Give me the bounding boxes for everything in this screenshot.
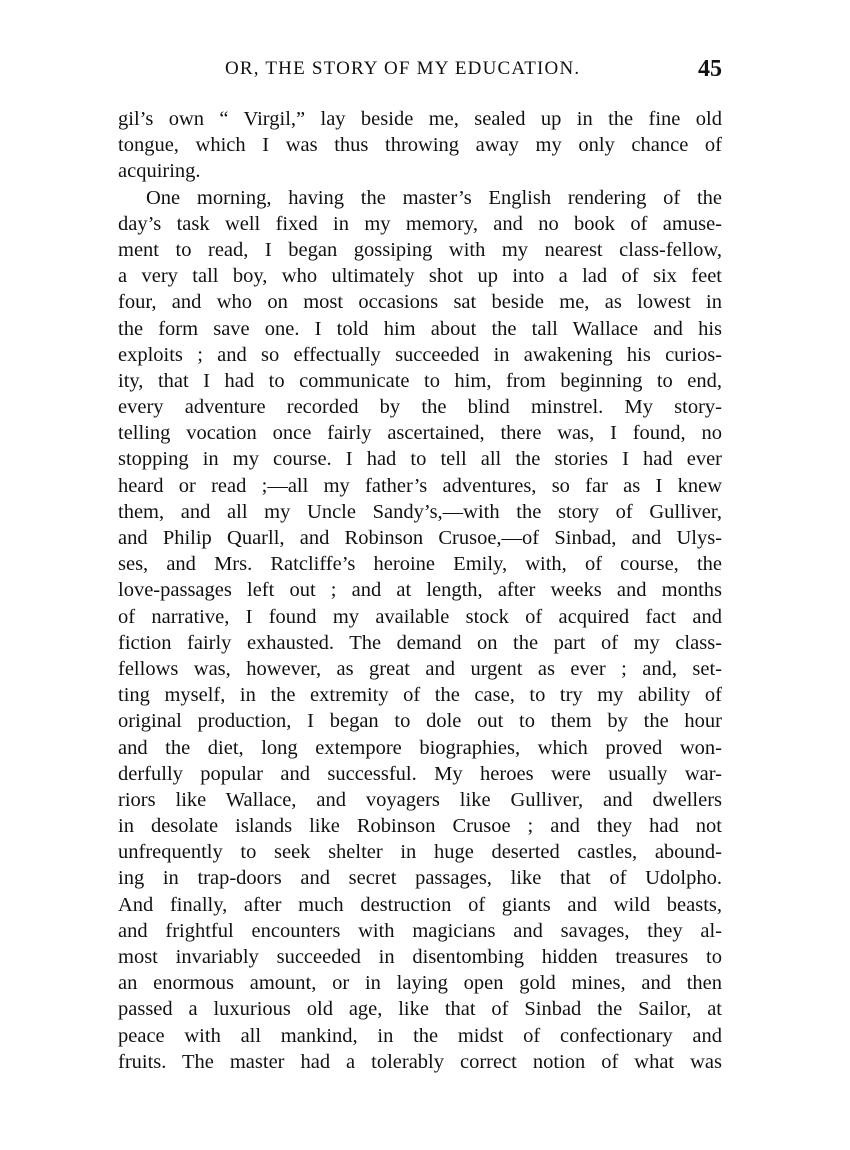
text-line: in desolate islands like Robinson Crusoe ; and they had not xyxy=(118,815,722,838)
text-line: them, and all my Uncle Sandy’s,—with the story of Gulliver, xyxy=(118,500,722,523)
text-line: ity, that I had to communicate to him, from beginning to end, xyxy=(118,369,722,392)
text-line: and frightful encounters with magicians and savages, they al- xyxy=(118,919,722,942)
text-line: One morning, having the master’s English rendering of the xyxy=(146,186,722,209)
text-line: fruits. The master had a tolerably correct notion of what was xyxy=(118,1050,722,1073)
text-line: acquiring. xyxy=(118,160,201,183)
text-line: tongue, which I was thus throwing away my only chance of xyxy=(118,134,722,157)
text-line: unfrequently to seek shelter in huge deserted castles, abound- xyxy=(118,841,722,864)
text-line: ting myself, in the extremity of the case, to try my ability of xyxy=(118,684,722,707)
running-title: OR, THE STORY OF MY EDUCATION. xyxy=(225,58,581,79)
text-line: derfully popular and successful. My heroes were usually war- xyxy=(118,762,722,785)
text-line: original production, I began to dole out to them by the hour xyxy=(118,710,722,733)
text-line: ment to read, I began gossiping with my nearest class-fellow, xyxy=(118,238,722,261)
text-line: every adventure recorded by the blind minstrel. My story- xyxy=(118,396,722,419)
text-line: ses, and Mrs. Ratcliffe’s heroine Emily, with, of course, the xyxy=(118,553,722,576)
text-line: riors like Wallace, and voyagers like Gulliver, and dwellers xyxy=(118,788,722,811)
text-line: telling vocation once fairly ascertained, there was, I found, no xyxy=(118,422,722,445)
text-line: a very tall boy, who ultimately shot up into a lad of six feet xyxy=(118,265,722,288)
text-line: And finally, after much destruction of giants and wild beasts, xyxy=(118,893,722,916)
text-line: fiction fairly exhausted. The demand on the part of my class- xyxy=(118,631,722,654)
text-line: four, and who on most occasions sat beside me, as lowest in xyxy=(118,291,722,314)
text-line: the form save one. I told him about the tall Wallace and his xyxy=(118,317,722,340)
text-line: gil’s own “ Virgil,” lay beside me, sealed up in the fine old xyxy=(118,108,722,130)
text-line: stopping in my course. I had to tell all the stories I had ever xyxy=(118,448,722,471)
text-line: an enormous amount, or in laying open gold mines, and then xyxy=(118,972,722,995)
text-line: and Philip Quarll, and Robinson Crusoe,—of Sinbad, and Ulys- xyxy=(118,527,722,549)
text-line: most invariably succeeded in disentombing hidden treasures to xyxy=(118,946,722,968)
running-head xyxy=(118,52,722,86)
text-line: love-passages left out ; and at length, after weeks and months xyxy=(118,579,722,602)
text-line: peace with all mankind, in the midst of confectionary and xyxy=(118,1024,722,1047)
text-line: of narrative, I found my available stock of acquired fact and xyxy=(118,605,722,628)
text-line: exploits ; and so effectually succeeded in awakening his curios- xyxy=(118,343,722,366)
text-line: passed a luxurious old age, like that of Sinbad the Sailor, at xyxy=(118,998,722,1021)
text-line: fellows was, however, as great and urgent as ever ; and, set- xyxy=(118,657,722,680)
text-line: ing in trap-doors and secret passages, like that of Udolpho. xyxy=(118,867,722,890)
text-line: heard or read ;—all my father’s adventures, so far as I knew xyxy=(118,474,722,497)
text-line: day’s task well fixed in my memory, and no book of amuse- xyxy=(118,212,722,235)
body-text xyxy=(118,106,722,1075)
page-number: 45 xyxy=(698,56,722,82)
text-line: and the diet, long extempore biographies, which proved won- xyxy=(118,736,722,759)
